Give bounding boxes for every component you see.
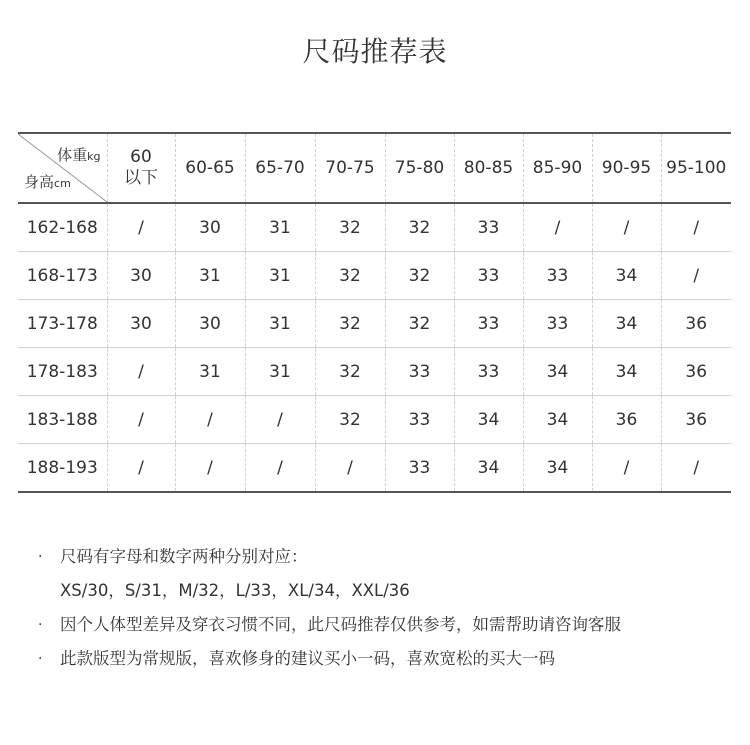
size-cell: 32: [315, 348, 385, 396]
size-cell: 30: [107, 252, 175, 300]
header-row: [18, 133, 731, 203]
size-cell: /: [175, 396, 245, 444]
size-cell: 32: [315, 300, 385, 348]
size-cell: /: [107, 203, 175, 252]
height-row-header: 162-168: [18, 203, 107, 252]
size-cell: 34: [592, 252, 661, 300]
height-row-header: 188-193: [18, 444, 107, 493]
table-row: [18, 252, 731, 300]
size-cell: 31: [175, 348, 245, 396]
size-cell: 31: [245, 252, 315, 300]
size-cell: 34: [523, 444, 592, 493]
size-chart-table: [18, 132, 731, 493]
note-text: 因个人体型差异及穿衣习惯不同，此尺码推荐仅供参考，如需帮助请咨询客服: [60, 615, 621, 634]
height-row-header: 168-173: [18, 252, 107, 300]
weight-column-header: 60 以下: [107, 133, 175, 203]
size-cell: 34: [592, 348, 661, 396]
size-cell: /: [315, 444, 385, 493]
size-cell: 30: [175, 300, 245, 348]
size-cell: 33: [454, 203, 523, 252]
note-text: XS/30，S/31，M/32，L/33，XL/34，XXL/36: [60, 581, 410, 600]
note-item: [38, 642, 621, 676]
table-row: [18, 203, 731, 252]
size-cell: 32: [315, 252, 385, 300]
size-cell: /: [245, 444, 315, 493]
bullet-dot: ·: [38, 617, 43, 633]
height-axis-label: 身高cm: [24, 173, 71, 191]
height-row-header: 178-183: [18, 348, 107, 396]
size-cell: /: [661, 252, 731, 300]
size-cell: 33: [523, 300, 592, 348]
weight-column-header: 65-70: [245, 133, 315, 203]
height-row-header: 173-178: [18, 300, 107, 348]
table-row: [18, 396, 731, 444]
size-cell: 36: [661, 396, 731, 444]
weight-column-header: 90-95: [592, 133, 661, 203]
size-cell: 34: [454, 444, 523, 493]
size-cell: 31: [175, 252, 245, 300]
size-cell: 34: [523, 348, 592, 396]
bullet-dot: ·: [38, 651, 43, 667]
weight-column-header: 75-80: [385, 133, 454, 203]
size-cell: /: [661, 203, 731, 252]
size-cell: /: [245, 396, 315, 444]
size-cell: 33: [385, 348, 454, 396]
size-cell: 31: [245, 300, 315, 348]
corner-header: [18, 133, 107, 203]
weight-axis-label: 体重kg: [57, 146, 101, 164]
size-cell: 30: [175, 203, 245, 252]
height-row-header: 183-188: [18, 396, 107, 444]
size-cell: 36: [661, 300, 731, 348]
size-cell: /: [107, 396, 175, 444]
size-cell: 31: [245, 348, 315, 396]
size-cell: 34: [454, 396, 523, 444]
note-item: [38, 540, 621, 608]
size-cell: 33: [454, 348, 523, 396]
size-cell: 33: [385, 444, 454, 493]
weight-column-header: 70-75: [315, 133, 385, 203]
table-row: [18, 300, 731, 348]
size-cell: 32: [385, 203, 454, 252]
size-cell: /: [107, 348, 175, 396]
size-cell: 32: [385, 252, 454, 300]
size-cell: /: [592, 203, 661, 252]
note-text: 此款版型为常规版，喜欢修身的建议买小一码，喜欢宽松的买大一码: [60, 649, 555, 668]
size-cell: /: [107, 444, 175, 493]
page-title: 尺码推荐表: [302, 35, 448, 68]
size-cell: 33: [523, 252, 592, 300]
size-cell: /: [523, 203, 592, 252]
size-cell: 32: [315, 396, 385, 444]
weight-column-header: 80-85: [454, 133, 523, 203]
size-cell: /: [175, 444, 245, 493]
bullet-dot: ·: [38, 549, 43, 565]
size-cell: 31: [245, 203, 315, 252]
size-cell: 36: [592, 396, 661, 444]
table-row: [18, 444, 731, 493]
notes-list: [38, 540, 621, 676]
size-cell: 34: [592, 300, 661, 348]
size-cell: 30: [107, 300, 175, 348]
size-cell: 32: [385, 300, 454, 348]
table-row: [18, 348, 731, 396]
size-cell: 33: [454, 252, 523, 300]
note-text: 尺码有字母和数字两种分别对应：: [60, 547, 308, 566]
size-cell: /: [661, 444, 731, 493]
size-cell: /: [592, 444, 661, 493]
size-cell: 36: [661, 348, 731, 396]
weight-column-header: 85-90: [523, 133, 592, 203]
note-item: [38, 608, 621, 642]
size-cell: 33: [454, 300, 523, 348]
weight-column-header: 60-65: [175, 133, 245, 203]
weight-column-header: 95-100: [661, 133, 731, 203]
size-cell: 32: [315, 203, 385, 252]
size-cell: 34: [523, 396, 592, 444]
size-cell: 33: [385, 396, 454, 444]
